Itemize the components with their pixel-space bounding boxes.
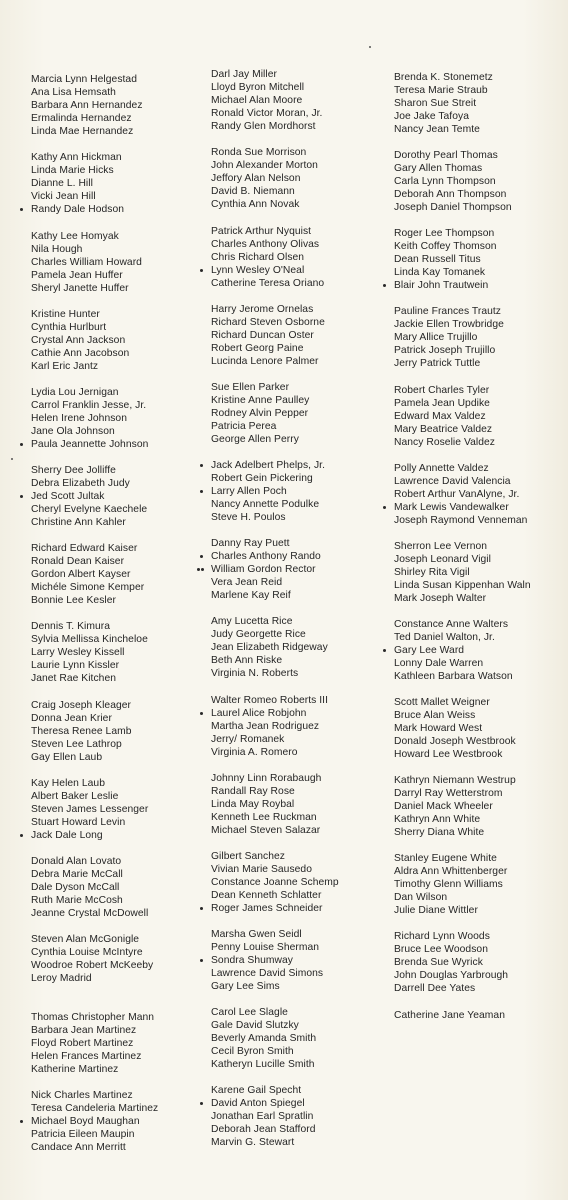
name-group [211, 773, 321, 838]
graduate-name: Larry Wesley Kissell [31, 646, 125, 658]
name-group [394, 463, 527, 528]
name-group [394, 306, 504, 371]
graduate-name: Patrick Joseph Trujillo [394, 344, 496, 356]
graduate-name: Linda Susan Kippenhan Waln [394, 579, 531, 591]
graduate-name: Constance Anne Walters [394, 619, 509, 630]
graduate-name: Brenda Sue Wyrick [394, 956, 483, 968]
name-group [394, 150, 512, 215]
double-bullet-mark [197, 568, 200, 571]
graduate-name: Thomas Christopher Mann [31, 1012, 155, 1023]
graduate-name: Pauline Frances Trautz [394, 306, 501, 317]
graduate-name: Jerry/ Romanek [211, 733, 285, 745]
graduate-name: Jackie Ellen Trowbridge [394, 318, 504, 330]
name-group [211, 147, 318, 212]
name-group [394, 72, 493, 137]
graduate-name: Albert Baker Leslie [31, 790, 119, 802]
name-group [211, 226, 324, 291]
graduate-name: Linda Marie Hicks [31, 164, 114, 176]
graduate-name: David B. Niemann [211, 185, 295, 197]
graduate-name: Richard Duncan Oster [211, 329, 314, 341]
graduate-name: Dennis T. Kimura [31, 621, 111, 632]
graduate-name: Sondra Shumway [211, 955, 323, 968]
graduate-name: Cynthia Hurlburt [31, 321, 107, 333]
graduate-name: Dan Wilson [394, 891, 448, 903]
graduate-name: Sherry Dee Jolliffe [31, 465, 116, 476]
name-group [31, 543, 144, 608]
name-group [31, 1090, 158, 1155]
graduate-name: Randy Glen Mordhorst [211, 120, 316, 132]
graduate-name: Gary Allen Thomas [394, 162, 483, 174]
graduate-name: Carol Lee Slagle [211, 1007, 288, 1018]
graduate-name: Daniel Mack Wheeler [394, 800, 493, 812]
graduate-name: Lucinda Lenore Palmer [211, 355, 319, 367]
graduate-name: Dean Russell Titus [394, 253, 481, 265]
bullet-mark [200, 907, 203, 910]
graduate-name: Jeffory Alan Nelson [211, 172, 301, 184]
graduate-name: Walter Romeo Roberts III [211, 695, 328, 706]
name-group [394, 1010, 505, 1023]
graduate-name: Polly Annette Valdez [394, 463, 489, 474]
graduate-name: Ruth Marie McCosh [31, 894, 123, 906]
graduate-name: Gordon Albert Kayser [31, 568, 131, 580]
graduate-name: Patricia Eileen Maupin [31, 1128, 135, 1140]
graduate-name: Lynn Wesley O'Neal [211, 265, 324, 278]
graduate-name: Jack Dale Long [31, 830, 148, 843]
graduate-name: Christine Ann Kahler [31, 516, 126, 528]
name-group [31, 778, 148, 843]
graduate-name: Sherry Diana White [394, 826, 485, 838]
graduate-name: Kathy Lee Homyak [31, 231, 119, 242]
graduate-name: Ronald Victor Moran, Jr. [211, 107, 323, 119]
graduate-name: Mary Beatrice Valdez [394, 423, 493, 435]
graduate-name: Deborah Jean Stafford [211, 1123, 316, 1135]
bullet-mark [383, 284, 386, 287]
graduate-name: Jane Ola Johnson [31, 425, 115, 437]
graduate-name: Lloyd Byron Mitchell [211, 81, 305, 93]
graduate-name: Marcia Lynn Helgestad [31, 74, 137, 85]
graduate-name: Amy Lucetta Rice [211, 616, 293, 627]
graduate-name: Catherine Teresa Oriano [211, 277, 325, 289]
graduate-name: Vera Jean Reid [211, 576, 283, 588]
graduate-name: Marsha Gwen Seidl [211, 929, 302, 940]
graduate-name: Jean Elizabeth Ridgeway [211, 641, 328, 653]
graduate-name: Carrol Franklin Jesse, Jr. [31, 399, 147, 411]
name-group [394, 775, 516, 840]
graduate-name: Steven Lee Lathrop [31, 738, 122, 750]
graduate-name: Joe Jake Tafoya [394, 110, 469, 122]
graduate-name: Blair John Trautwein [394, 280, 497, 293]
graduate-name: Joseph Daniel Thompson [394, 201, 512, 213]
graduate-name: Gale David Slutzky [211, 1019, 299, 1031]
name-group [394, 619, 513, 684]
graduate-name: Michéle Simone Kemper [31, 581, 145, 593]
graduate-name: Michael Steven Salazar [211, 824, 321, 836]
bullet-mark [383, 649, 386, 652]
graduate-name: Cathie Ann Jacobson [31, 347, 130, 359]
name-group [31, 856, 148, 921]
name-group [211, 460, 325, 525]
graduate-name: Karene Gail Specht [211, 1085, 302, 1096]
graduate-name: Woodroe Robert McKeeby [31, 959, 154, 971]
graduate-name: Carla Lynn Thompson [394, 175, 496, 187]
graduate-name: Richard Steven Osborne [211, 316, 325, 328]
graduate-name: Brenda K. Stonemetz [394, 72, 493, 83]
graduate-name: Mark Howard West [394, 722, 483, 734]
bullet-mark [20, 1120, 23, 1123]
graduate-name: Jerry Patrick Tuttle [394, 357, 481, 369]
graduate-name: Lawrence David Simons [211, 967, 324, 979]
graduate-name: Charles William Howard [31, 256, 142, 268]
graduate-name: Gary Lee Ward [394, 645, 513, 658]
graduate-name: Kristine Hunter [31, 309, 100, 320]
graduate-name: Randy Dale Hodson [31, 204, 124, 217]
graduate-name: Vivian Marie Sausedo [211, 863, 312, 875]
graduate-name: Lydia Lou Jernigan [31, 387, 119, 398]
graduate-name: Julie Diane Wittler [394, 904, 478, 916]
graduate-name: Rodney Alvin Pepper [211, 407, 309, 419]
graduate-name: Theresa Renee Lamb [31, 725, 132, 737]
name-group [394, 697, 516, 762]
graduate-name: Penny Louise Sherman [211, 941, 320, 953]
graduate-name: Linda Kay Tomanek [394, 266, 486, 278]
graduate-name: Judy Georgette Rice [211, 628, 306, 640]
graduate-name: Pamela Jean Huffer [31, 269, 123, 281]
graduate-name: Patricia Perea [211, 420, 277, 432]
graduate-name: Helen Irene Johnson [31, 412, 127, 424]
graduate-name: Richard Lynn Woods [394, 931, 490, 942]
graduate-name: Steven James Lessenger [31, 803, 149, 815]
name-group [394, 228, 497, 293]
graduate-name: Darrell Dee Yates [394, 982, 476, 994]
name-group [31, 1012, 154, 1077]
name-group [211, 1007, 316, 1072]
name-group [31, 309, 129, 374]
name-group [211, 929, 323, 994]
graduate-name: Barbara Jean Martinez [31, 1024, 137, 1036]
graduate-name: Charles Anthony Olivas [211, 238, 320, 250]
graduate-name: Michael Boyd Maughan [31, 1116, 158, 1129]
name-group [31, 465, 147, 530]
graduate-name: Timothy Glenn Williams [394, 878, 503, 890]
graduate-name: Ronda Sue Morrison [211, 147, 307, 158]
graduate-name: Kathryn Niemann Westrup [394, 775, 516, 786]
paper-speck [369, 46, 371, 48]
graduate-name: Crystal Ann Jackson [31, 334, 126, 346]
graduate-name: Debra Marie McCall [31, 868, 123, 880]
graduate-name: Deborah Ann Thompson [394, 188, 507, 200]
graduate-name: Cynthia Louise McIntyre [31, 946, 143, 958]
graduate-name: Constance Joanne Schemp [211, 876, 339, 888]
name-group [211, 382, 309, 447]
graduate-name: Marvin G. Stewart [211, 1136, 295, 1148]
graduate-name: Barbara Ann Hernandez [31, 99, 143, 111]
graduate-name: Karl Eric Jantz [31, 360, 99, 372]
graduate-name: Donna Jean Krier [31, 712, 112, 724]
graduate-name: Cecil Byron Smith [211, 1045, 294, 1057]
graduate-name: Robert Gein Pickering [211, 472, 313, 484]
graduate-name: Sheryl Janette Huffer [31, 282, 129, 294]
name-group [31, 387, 148, 452]
graduate-name: Floyd Robert Martinez [31, 1037, 134, 1049]
graduate-name: Lawrence David Valencia [394, 475, 511, 487]
graduate-name: Roger Lee Thompson [394, 228, 495, 239]
graduate-name: Darryl Ray Wetterstrom [394, 787, 503, 799]
name-group [211, 304, 325, 369]
bullet-mark [20, 834, 23, 837]
bullet-mark [200, 1102, 203, 1105]
graduate-name: Linda Mae Hernandez [31, 125, 134, 137]
graduate-name: Nick Charles Martinez [31, 1090, 133, 1101]
graduate-name: Candace Ann Merritt [31, 1141, 126, 1153]
graduate-name: Richard Edward Kaiser [31, 543, 138, 554]
name-group [394, 541, 531, 606]
graduate-name: Bruce Lee Woodson [394, 943, 488, 955]
graduate-name: Gilbert Sanchez [211, 851, 286, 862]
name-group [31, 621, 148, 686]
graduate-name: Jack Adelbert Phelps, Jr. [211, 460, 325, 473]
graduate-name: Sharon Sue Streit [394, 97, 477, 109]
graduate-name: Ermalinda Hernandez [31, 112, 132, 124]
graduate-name: Stuart Howard Levin [31, 816, 126, 828]
graduate-name: Dorothy Pearl Thomas [394, 150, 498, 161]
name-group [394, 931, 508, 996]
graduate-name: Pamela Jean Updike [394, 397, 490, 409]
bullet-mark [200, 555, 203, 558]
graduate-name: Vicki Jean Hill [31, 190, 96, 202]
graduate-name: Paula Jeannette Johnson [31, 439, 148, 452]
graduate-name: Beverly Amanda Smith [211, 1032, 317, 1044]
graduate-name: Robert Arthur VanAlyne, Jr. [394, 488, 520, 500]
bullet-mark [200, 490, 203, 493]
graduate-name: Donald Alan Lovato [31, 856, 122, 867]
name-group [394, 853, 507, 918]
graduate-name: Nancy Annette Podulke [211, 498, 320, 510]
graduate-name: Kay Helen Laub [31, 778, 105, 789]
graduate-name: Larry Allen Poch [211, 486, 325, 499]
name-group [211, 69, 322, 134]
graduate-name: Cynthia Ann Novak [211, 198, 300, 210]
graduate-name: Leroy Madrid [31, 972, 92, 984]
graduate-name: Jonathan Earl Spratlin [211, 1110, 314, 1122]
graduate-name: Teresa Candeleria Martinez [31, 1102, 159, 1114]
name-group [211, 538, 321, 603]
bullet-mark [200, 269, 203, 272]
graduate-name: Joseph Leonard Vigil [394, 553, 491, 565]
graduate-name: Danny Ray Puett [211, 538, 290, 549]
name-group [31, 700, 132, 765]
graduate-name: Virginia N. Roberts [211, 667, 299, 679]
graduate-name: Robert Georg Paine [211, 342, 304, 354]
bullet-mark [20, 443, 23, 446]
graduate-name: Craig Joseph Kleager [31, 700, 132, 711]
graduate-name: Edward Max Valdez [394, 410, 486, 422]
graduate-name: Cheryl Evelyne Kaechele [31, 503, 148, 515]
graduate-name: David Anton Spiegel [211, 1098, 315, 1111]
graduate-name: Kenneth Lee Ruckman [211, 811, 317, 823]
graduate-name: George Allen Perry [211, 433, 299, 445]
name-group [211, 695, 328, 760]
graduate-name: Donald Joseph Westbrook [394, 735, 516, 747]
graduate-name: Darl Jay Miller [211, 69, 277, 80]
graduate-name: Chris Richard Olsen [211, 251, 305, 263]
name-group [31, 152, 124, 217]
graduate-name: Steve H. Poulos [211, 511, 286, 523]
graduate-name: Stanley Eugene White [394, 853, 497, 864]
graduate-name: Charles Anthony Rando [211, 551, 321, 564]
graduate-name: Virginia A. Romero [211, 746, 298, 758]
bullet-mark [20, 208, 23, 211]
graduate-name: Ted Daniel Walton, Jr. [394, 631, 495, 643]
graduate-name: Lonny Dale Warren [394, 657, 484, 669]
graduate-name: Helen Frances Martinez [31, 1050, 142, 1062]
graduate-name: Ana Lisa Hemsath [31, 86, 116, 98]
graduate-name: Gary Lee Sims [211, 980, 280, 992]
name-group [31, 934, 153, 986]
graduate-name: Kathleen Barbara Watson [394, 670, 513, 682]
graduate-name: William Gordon Rector [211, 564, 321, 577]
graduate-name: Linda May Roybal [211, 798, 295, 810]
graduate-name: Harry Jerome Ornelas [211, 304, 314, 315]
bullet-mark [200, 464, 203, 467]
graduate-name: Beth Ann Riske [211, 654, 283, 666]
bullet-mark [200, 712, 203, 715]
graduate-name: Bonnie Lee Kesler [31, 594, 116, 606]
graduate-name: Nancy Roselie Valdez [394, 436, 495, 448]
graduate-name: Aldra Ann Whittenberger [394, 865, 508, 877]
graduate-name: Dale Dyson McCall [31, 881, 120, 893]
graduate-name: Scott Mallet Weigner [394, 697, 490, 708]
graduate-name: Sue Ellen Parker [211, 382, 290, 393]
name-group [31, 74, 143, 139]
graduate-name: John Alexander Morton [211, 159, 318, 171]
graduate-name: Roger James Schneider [211, 903, 339, 916]
name-group [31, 231, 142, 296]
paper-speck [11, 458, 13, 460]
graduate-name: Teresa Marie Straub [394, 84, 488, 96]
graduate-name: Johnny Linn Rorabaugh [211, 773, 322, 784]
graduate-name: Shirley Rita Vigil [394, 566, 470, 578]
graduate-name: Katherine Martinez [31, 1063, 119, 1075]
graduate-name: Kathryn Ann White [394, 813, 481, 825]
name-group [211, 1085, 315, 1150]
graduate-name: Randall Ray Rose [211, 785, 295, 797]
graduate-name: Nila Hough [31, 243, 83, 255]
bullet-mark [20, 495, 23, 498]
graduate-name: Keith Coffey Thomson [394, 240, 497, 252]
graduate-name: Howard Lee Westbrook [394, 748, 503, 760]
graduate-name: Robert Charles Tyler [394, 385, 490, 396]
graduate-name: Marlene Kay Reif [211, 589, 291, 601]
bullet-mark [200, 959, 203, 962]
graduate-name: Sherron Lee Vernon [394, 541, 488, 552]
graduate-name: Jeanne Crystal McDowell [31, 907, 149, 919]
graduate-name: Steven Alan McGonigle [31, 934, 140, 945]
graduate-name: Laurie Lynn Kissler [31, 659, 120, 671]
graduate-name: Sylvia Mellissa Kincheloe [31, 633, 148, 645]
graduate-name: Bruce Alan Weiss [394, 709, 476, 721]
graduate-name: Dianne L. Hill [31, 177, 93, 189]
name-group [211, 851, 339, 916]
graduate-name: Patrick Arthur Nyquist [211, 226, 312, 237]
name-group [394, 385, 495, 450]
graduate-name: Martha Jean Rodriguez [211, 720, 320, 732]
graduate-name: Mark Joseph Walter [394, 592, 487, 604]
graduate-name: Laurel Alice Robjohn [211, 708, 328, 721]
graduate-name: Kristine Anne Paulley [211, 394, 310, 406]
graduate-name: Catherine Jane Yeaman [394, 1010, 505, 1021]
graduate-name: John Douglas Yarbrough [394, 969, 509, 981]
graduate-name: Kathy Ann Hickman [31, 152, 122, 163]
graduate-name: Dean Kenneth Schlatter [211, 889, 322, 901]
graduate-name: Gay Ellen Laub [31, 751, 103, 763]
bullet-mark [383, 506, 386, 509]
graduate-name: Mark Lewis Vandewalker [394, 502, 527, 515]
graduate-name: Ronald Dean Kaiser [31, 555, 125, 567]
graduate-name: Jed Scott Jultak [31, 491, 147, 504]
graduate-name: Janet Rae Kitchen [31, 672, 116, 684]
graduate-name: Debra Elizabeth Judy [31, 477, 130, 489]
graduate-name: Joseph Raymond Venneman [394, 514, 528, 526]
graduate-name: Katheryn Lucille Smith [211, 1058, 315, 1070]
graduate-name: Nancy Jean Temte [394, 123, 480, 135]
graduate-name: Mary Allice Trujillo [394, 331, 478, 343]
name-group [211, 616, 328, 681]
graduate-name: Michael Alan Moore [211, 94, 303, 106]
